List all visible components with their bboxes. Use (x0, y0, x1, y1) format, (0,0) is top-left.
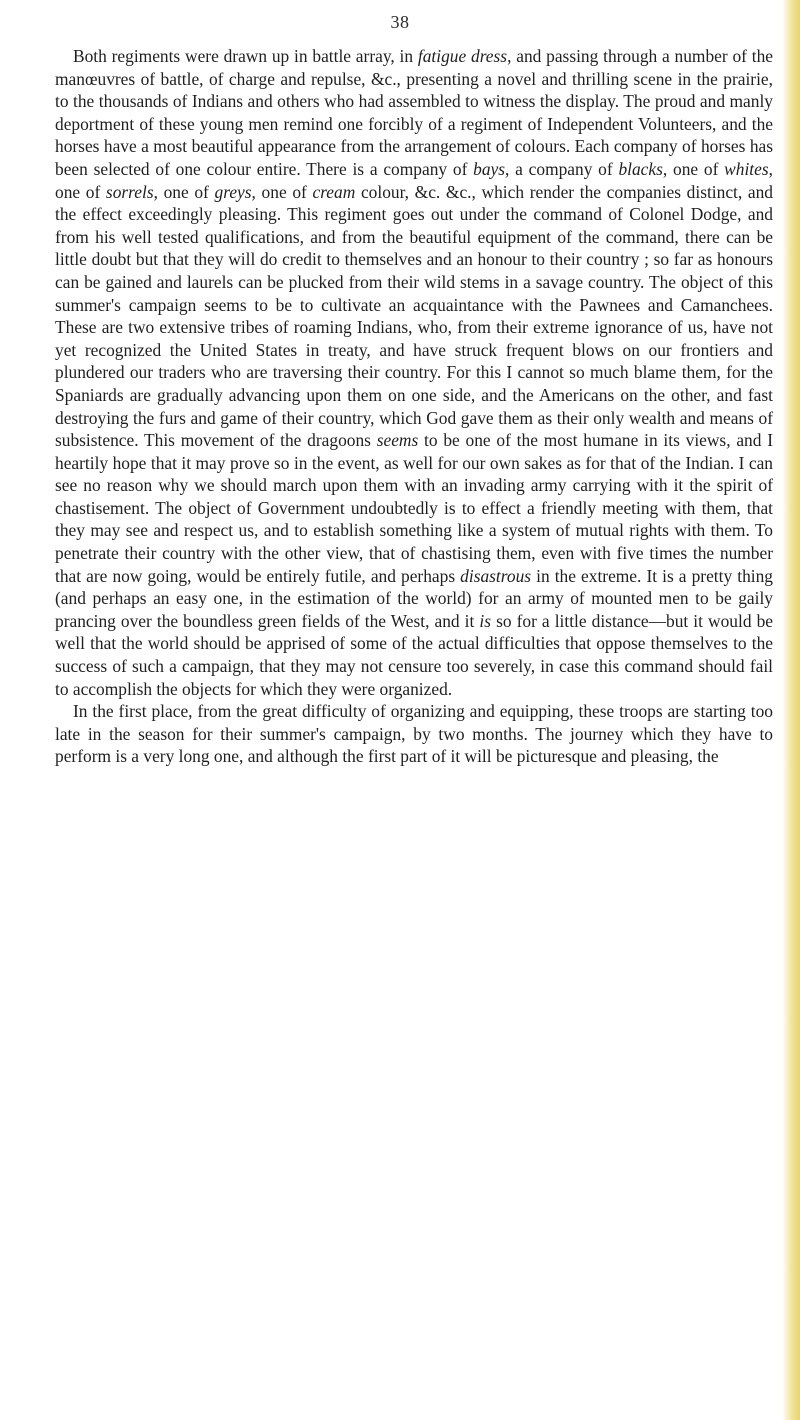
page-number: 38 (390, 12, 410, 32)
text-run: In the first place, from the great difficulty of organizing and equipping, these troops are starting too late in the season for their summer's campaign, by two months. The journey which they have to perform is a very long one, and although the first part of it will be picturesque and pleasing, the (55, 701, 773, 767)
text-run: colour, &c. &c., which render the companies distinct, and the effect exceedingly pleasing. This regiment goes out under the command of Colonel Dodge, and from his well tested qualifications, and from the beautiful equipment of the command, there can be little doubt but that they will do credit to themselves and an honour to their country ; so far as honours can be gained and laurels can be plucked from their wild stems in a savage country. The object of this summer's campaign seems to be to cultivate an acquaintance with the Pawnees and Camanchees. These are two extensive tribes of roaming Indians, who, from their extreme ignorance of us, have not yet recognized the United States in treaty, and have struck frequent blows on our frontiers and plundered our traders who are traversing their country. For this I cannot so much blame them, for the Spaniards are gradually advancing upon them on one side, and the Americans on the other, and fast destroying the furs and game of their country, which God gave them as their only wealth and means of subsistence. This movement of the dragoons (55, 181, 773, 451)
italic-phrase: disastrous (460, 565, 532, 586)
italic-phrase: seems (376, 430, 419, 451)
text-run: , one of (55, 158, 773, 202)
italic-phrase: is (479, 610, 491, 631)
italic-phrase: bays (473, 158, 506, 179)
body-text (55, 45, 773, 768)
text-run: , and passing through a number of the manœuvres of battle, of charge and repulse, &c., presenting a novel and thrilling scene in the prairie, to the thousands of Indians and others who had assembled to witness the display. The proud and manly deportment of these young men remind one forcibly of a regiment of Independent Volunteers, and the horses have a most beautiful appearance from the arrangement of colours. Each company of horses has been selected of one colour entire. There is a company of (55, 46, 773, 179)
text-run: to be one of the most humane in its views, and I heartily hope that it may prove so in the event, as well for our own sakes as for that of the Indian. I can see no reason why we should march upon them with an invading army carrying with it the spirit of chastisement. The object of Government undoubtedly is to effect a friendly meeting with them, that they may see and respect us, and to establish something like a system of mutual rights with them. To penetrate their country with the other view, that of chastising them, even with five times the number that are now going, would be entirely futile, and perhaps (55, 430, 773, 586)
italic-phrase: greys (214, 181, 252, 202)
text-run: Both regiments were drawn up in battle array, in (73, 46, 418, 66)
text-run: so for a little distance—but it would be well that the world should be apprised of some of the actual difficulties that oppose themselves to the success of such a campaign, that they may not censure too severely, in case this command should fail to accomplish the objects for which they were organized. (55, 610, 773, 699)
italic-phrase: cream (312, 181, 356, 202)
text-run: , a company of (505, 158, 619, 179)
text-run: , one of (153, 181, 215, 202)
text-run: in the extreme. It is a pretty thing (and perhaps an easy one, in the estimation of the world) for an army of mounted men to be gaily prancing over the boundless green fields of the West, and it (55, 565, 773, 631)
italic-phrase: blacks (618, 158, 663, 179)
text-run: , one of (251, 181, 313, 202)
page-edge-discoloration (782, 0, 800, 1420)
text-run: , one of (662, 158, 725, 179)
paragraph (55, 700, 773, 768)
italic-phrase: fatigue dress (417, 46, 508, 66)
paragraph (55, 45, 773, 700)
italic-phrase: sorrels (105, 181, 154, 202)
italic-phrase: whites (724, 158, 769, 179)
